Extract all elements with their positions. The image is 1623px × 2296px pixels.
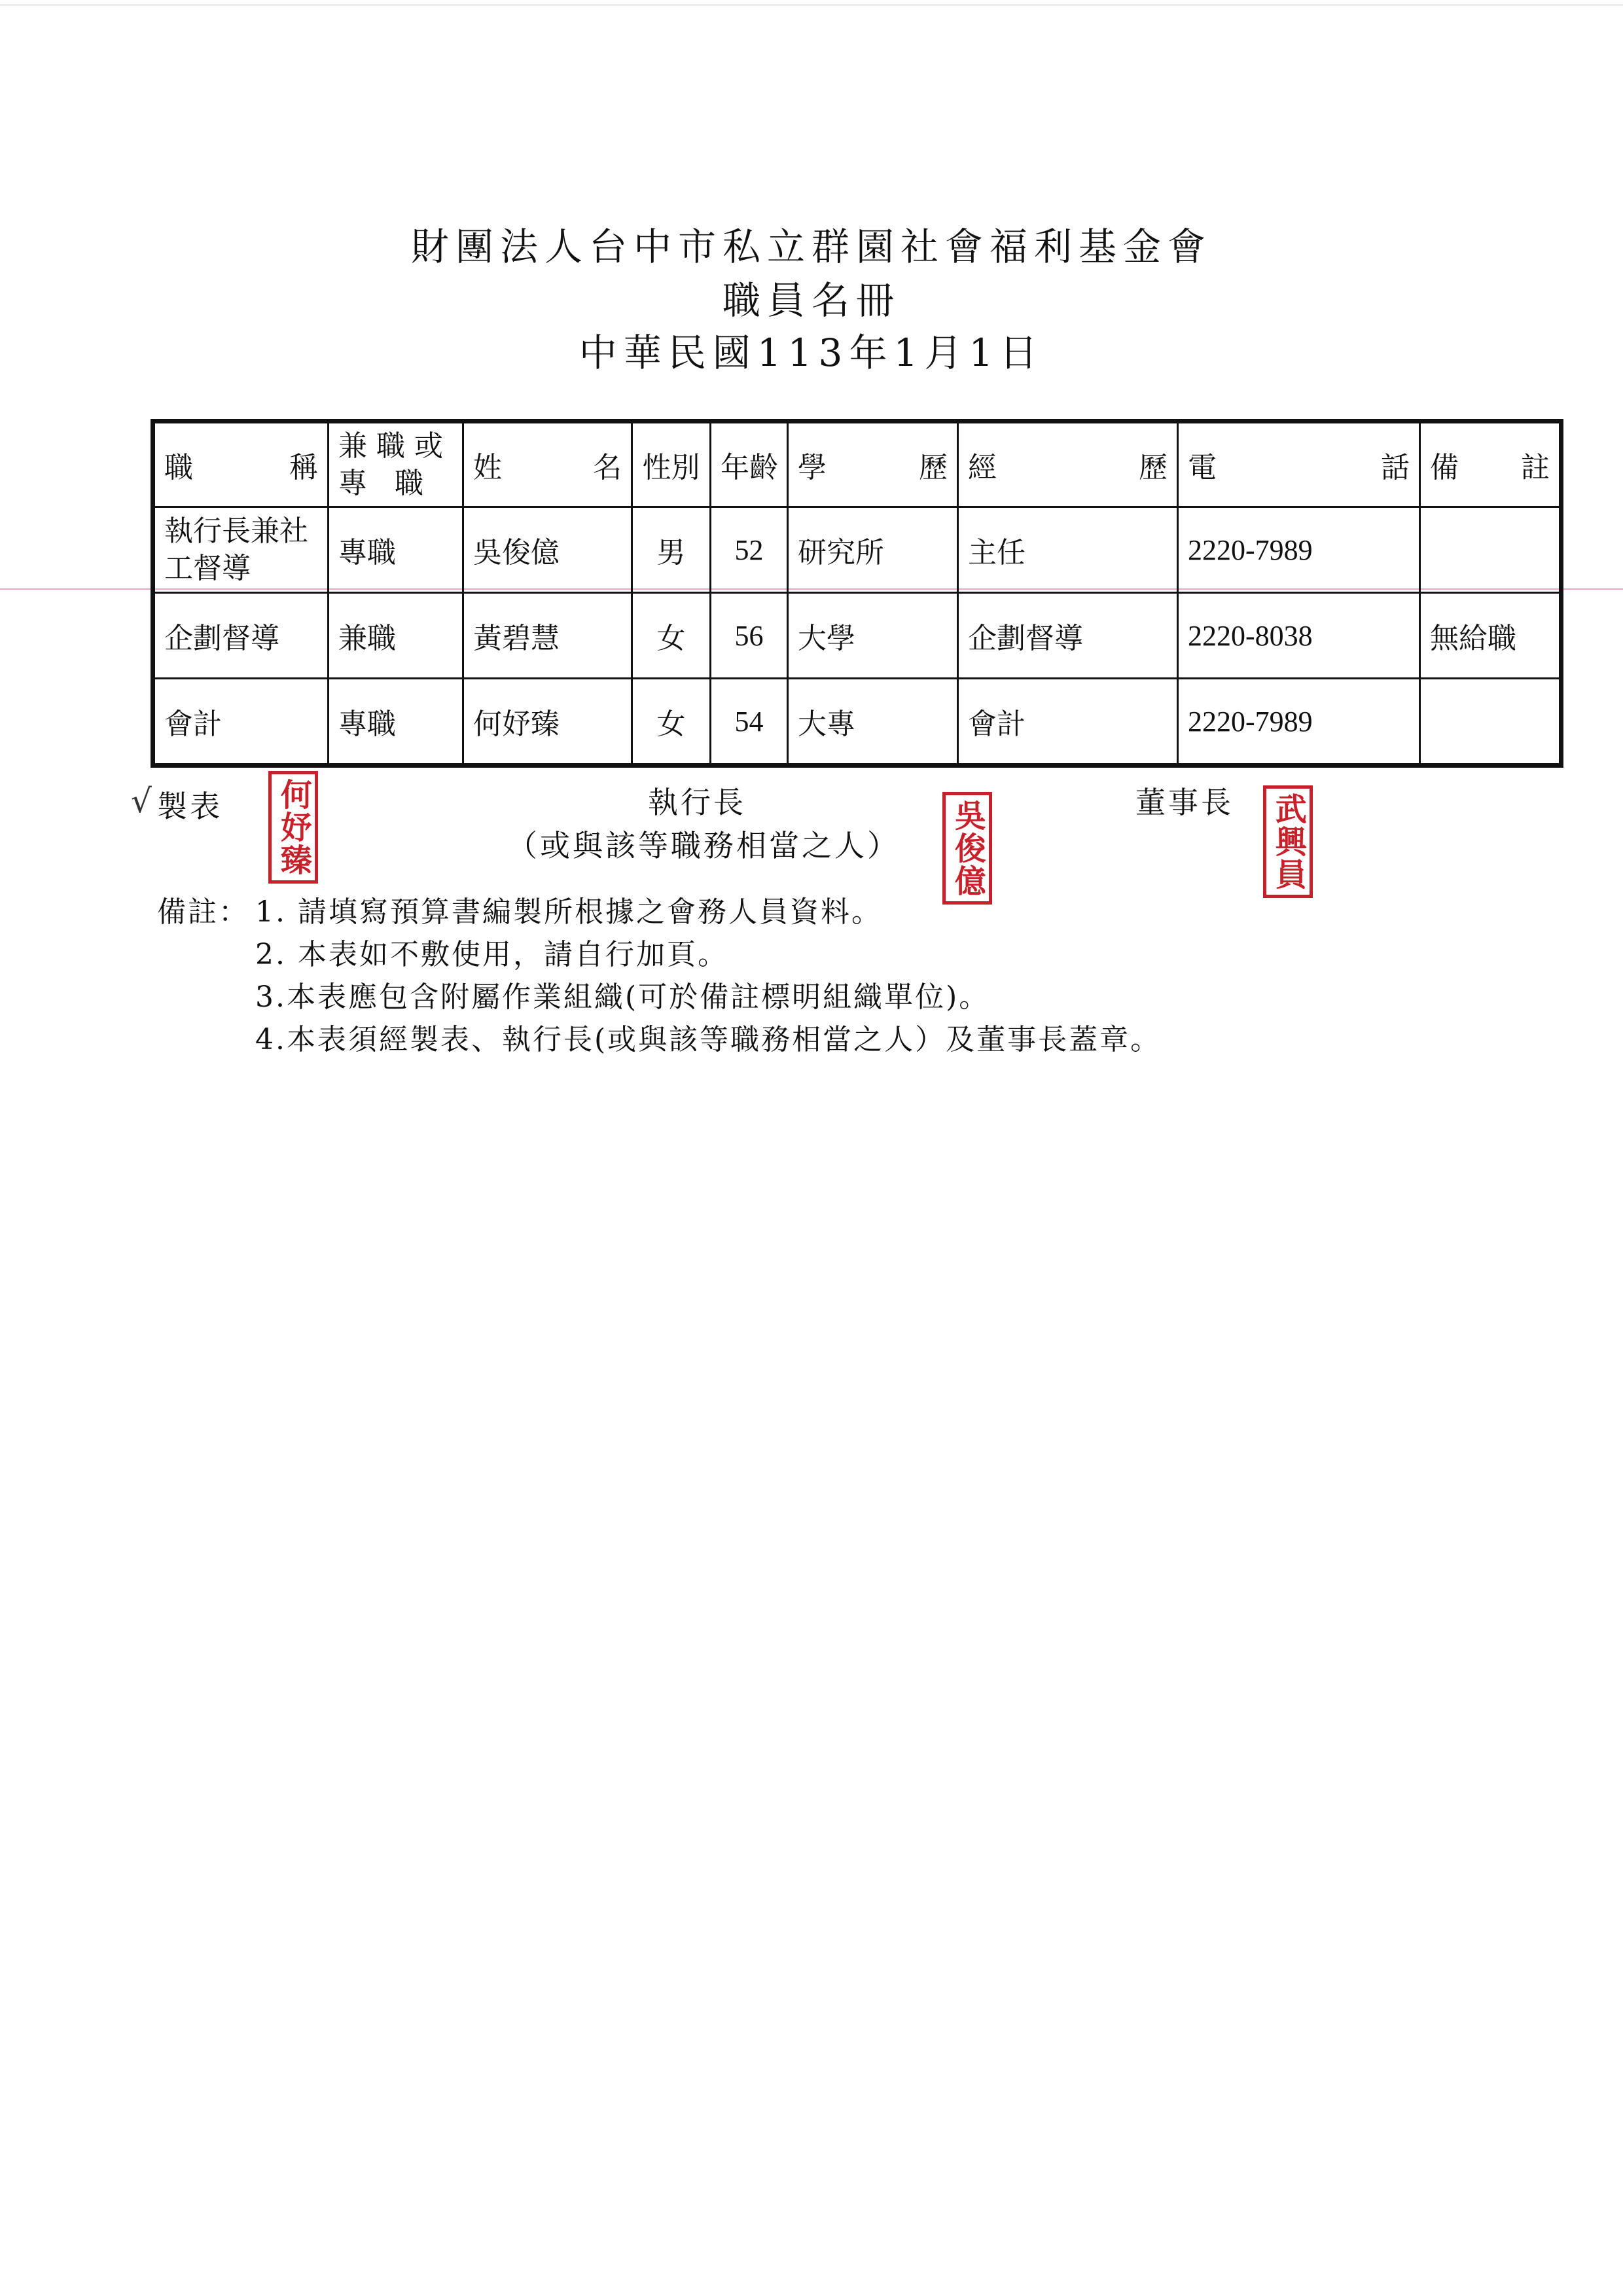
- cell-age: 54: [711, 679, 788, 766]
- preparer-label: 製表: [157, 789, 223, 824]
- table-header-row: [153, 422, 1561, 507]
- header-title: 職 稱: [153, 422, 329, 507]
- cell-name: 何妤臻: [463, 679, 632, 766]
- table-row: [153, 593, 1561, 679]
- cell-phone: 2220-8038: [1178, 593, 1420, 679]
- cell-education: 大專: [788, 679, 958, 766]
- note-item: 3.本表應包含附屬作業組織(可於備註標明組織單位)。: [255, 980, 990, 1014]
- cell-title: 企劃督導: [153, 593, 329, 679]
- scan-line-top: [0, 4, 1623, 6]
- cell-gender: 女: [632, 593, 711, 679]
- cell-remark: [1420, 679, 1561, 766]
- cell-education: 研究所: [788, 507, 958, 593]
- cell-phone: 2220-7989: [1178, 679, 1420, 766]
- executive-seal: 吳俊億: [942, 792, 992, 905]
- note-item: 2. 本表如不敷使用，請自行加頁。: [255, 938, 728, 971]
- cell-gender: 男: [632, 507, 711, 593]
- cell-name: 黃碧慧: [463, 593, 632, 679]
- cell-age: 56: [711, 593, 788, 679]
- header-experience: 經 歷: [958, 422, 1178, 507]
- header-remark: 備 註: [1420, 422, 1561, 507]
- staff-roster-table: [151, 419, 1563, 768]
- chairman-label: 董事長: [1135, 785, 1234, 820]
- cell-remark: [1420, 507, 1561, 593]
- cell-title: 執行長兼社工督導: [153, 507, 329, 593]
- notes-label: 備註：: [157, 895, 249, 929]
- document-date: 中華民國113年1月1日: [579, 331, 1044, 375]
- cell-title: 會計: [153, 679, 329, 766]
- cell-experience: 會計: [958, 679, 1178, 766]
- cell-experience: 主任: [958, 507, 1178, 593]
- document-title: 職員名冊: [722, 278, 901, 323]
- cell-employment-type: 兼職: [329, 593, 463, 679]
- cell-experience: 企劃督導: [958, 593, 1178, 679]
- header-education: 學 歷: [788, 422, 958, 507]
- cell-age: 52: [711, 507, 788, 593]
- header-gender: 性別: [632, 422, 711, 507]
- cell-employment-type: 專職: [329, 507, 463, 593]
- header-employment-type: 兼 職 或 專 職: [329, 422, 463, 507]
- cell-education: 大學: [788, 593, 958, 679]
- check-mark: √: [131, 782, 152, 820]
- table-row: [153, 679, 1561, 766]
- header-phone: 電 話: [1178, 422, 1420, 507]
- preparer-seal: 何妤臻: [268, 771, 318, 884]
- organization-title: 財團法人台中市私立群園社會福利基金會: [410, 224, 1212, 269]
- executive-label: 執行長: [648, 785, 746, 820]
- cell-phone: 2220-7989: [1178, 507, 1420, 593]
- note-item: 4.本表須經製表、執行長(或與該等職務相當之人）及董事長蓋章。: [255, 1023, 1162, 1056]
- header-name: 姓 名: [463, 422, 632, 507]
- cell-remark: 無給職: [1420, 593, 1561, 679]
- cell-gender: 女: [632, 679, 711, 766]
- header-age: 年齡: [711, 422, 788, 507]
- note-item: 1. 請填寫預算書編製所根據之會務人員資料。: [255, 895, 882, 929]
- cell-name: 吳俊億: [463, 507, 632, 593]
- cell-employment-type: 專職: [329, 679, 463, 766]
- table-row: [153, 507, 1561, 593]
- chairman-seal: 武興員: [1263, 785, 1313, 898]
- executive-sub-label: （或與該等職務相當之人）: [507, 828, 900, 863]
